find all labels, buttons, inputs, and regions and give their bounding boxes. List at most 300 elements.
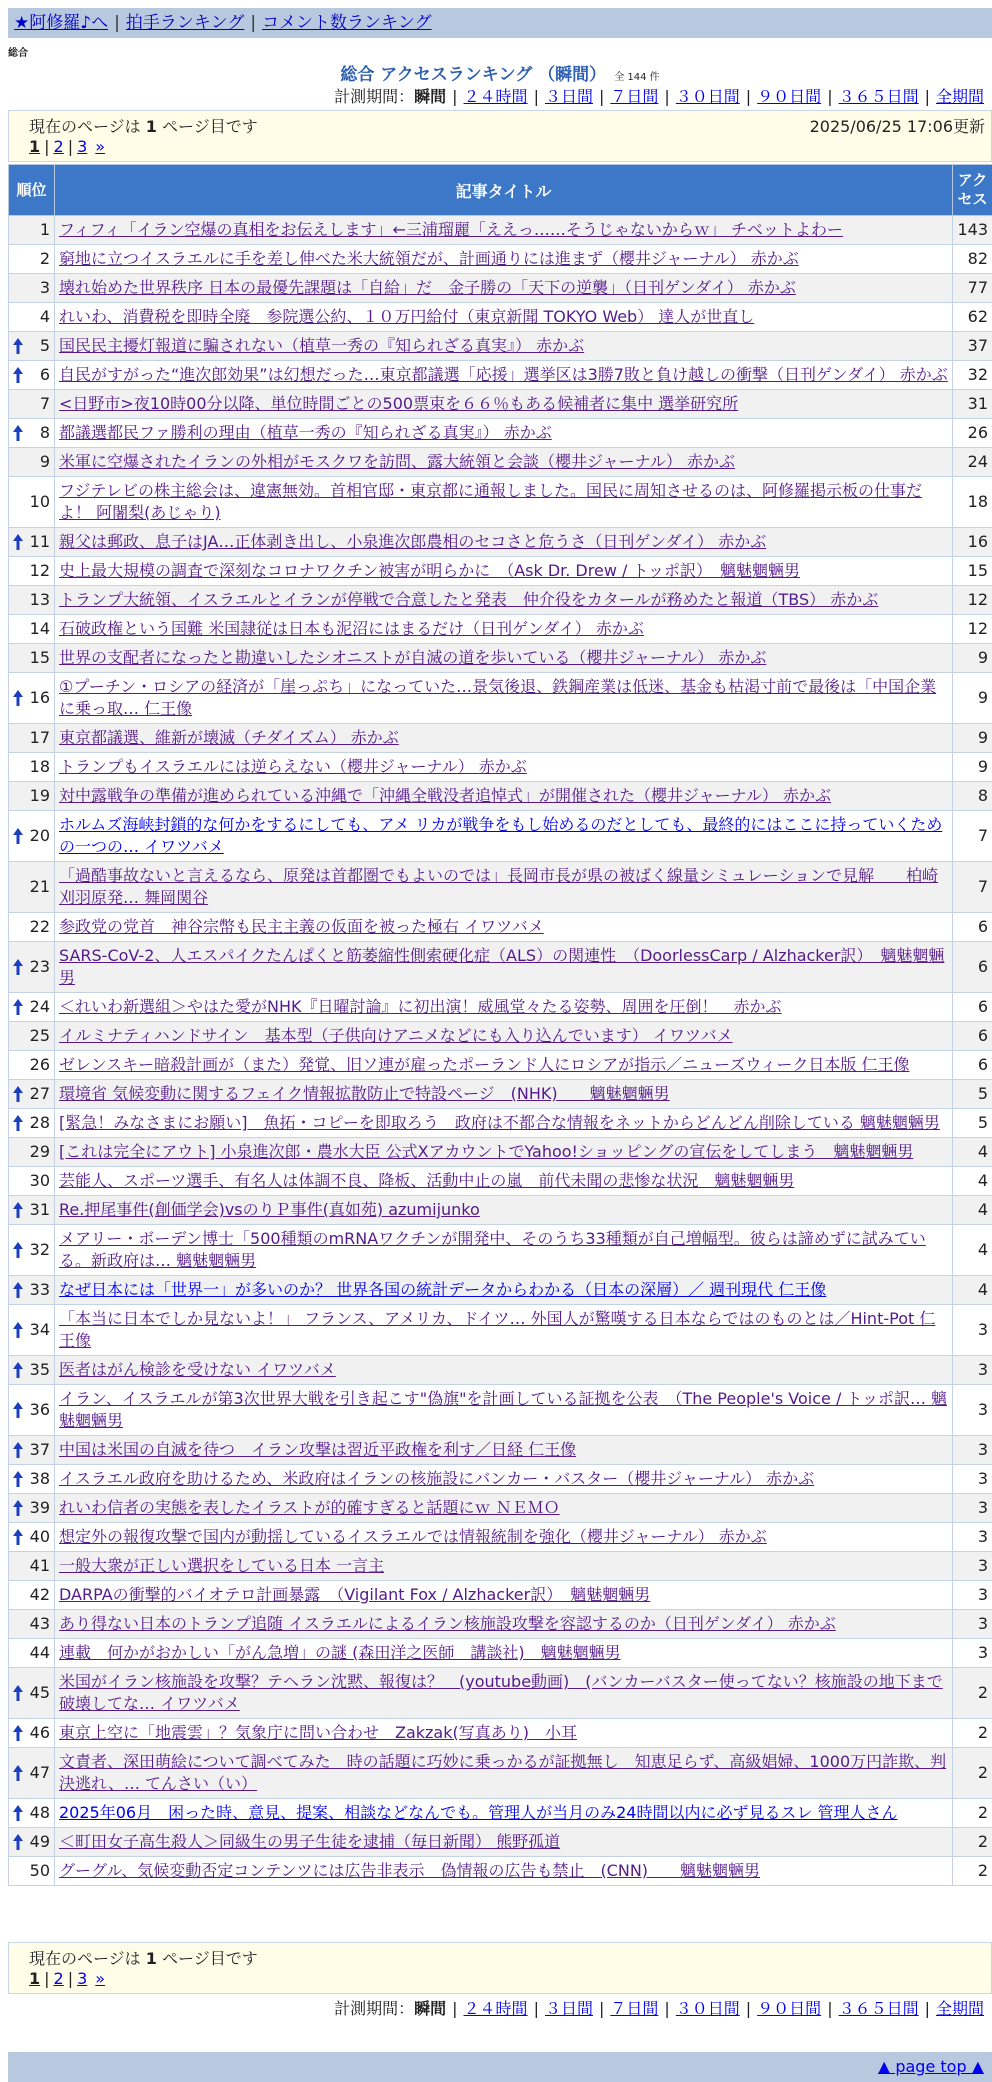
rank-number: 13 <box>30 590 50 609</box>
up-arrow-icon <box>12 1400 24 1420</box>
period-24h-link[interactable]: ２４時間 <box>464 87 528 106</box>
rank-cell <box>9 216 55 245</box>
access-count: 143 <box>953 216 992 245</box>
article-title-link[interactable]: 都議選都民ファ勝利の理由（植草一秀の『知られざる真実』） 赤かぶ <box>59 423 552 442</box>
access-count: 82 <box>953 245 992 274</box>
table-row <box>9 1857 992 1886</box>
title-cell <box>55 1748 953 1799</box>
home-link[interactable]: ★阿修羅♪へ <box>14 13 108 33</box>
next-page-link[interactable]: » <box>95 1969 105 1988</box>
article-title-link[interactable]: 石破政権という国難 米国隷従は日本も泥沼にはまるだけ（日刊ゲンダイ） 赤かぶ <box>59 619 644 638</box>
article-title-link[interactable]: 東京上空に「地震雲」？気象庁に問い合わせ Zakzak(写真あり) 小耳 <box>59 1723 577 1742</box>
up-arrow-icon <box>12 1440 24 1460</box>
period-selector-bottom: 計測期間：瞬間 | ２４時間 | ３日間 | ７日間 | ３０日間 | ９０日間 | ３６５日間 | 全期間 <box>334 1996 984 2019</box>
access-count: 3 <box>953 1552 992 1581</box>
rank-number: 24 <box>30 997 50 1016</box>
rank-number: 18 <box>30 757 50 776</box>
article-title-link[interactable]: 「過酷事故ないと言えるなら、原発は首都圏でもよいのでは」長岡市長が県の被ばく線量シミュレーションで見解 柏崎刈羽原発… 舞岡関谷 <box>59 866 938 907</box>
table-row <box>9 1436 992 1465</box>
title-cell <box>55 942 953 993</box>
period-30d-link[interactable]: ３０日間 <box>676 87 740 106</box>
rank-cell <box>9 477 55 528</box>
article-title-link[interactable]: 窮地に立つイスラエルに手を差し伸べた米大統領だが、計画通りには進まず（櫻井ジャーナル） 赤かぶ <box>59 249 799 268</box>
pagination-bottom <box>8 1942 992 1994</box>
period-all-link[interactable]: 全期間 <box>936 1999 984 2018</box>
article-title-link[interactable]: イスラエル政府を助けるため、米政府はイランの核施設にバンカー・バスター（櫻井ジャーナル） 赤かぶ <box>59 1469 814 1488</box>
rank-number: 25 <box>30 1026 50 1045</box>
period-current: 瞬間 <box>414 87 446 106</box>
access-count: 3 <box>953 1581 992 1610</box>
page-title: 総合 アクセスランキング （瞬間） <box>340 65 606 85</box>
up-arrow-icon <box>12 1832 24 1852</box>
article-title-link[interactable]: 国民民主擾灯報道に騙されない（植草一秀の『知られざる真実』） 赤かぶ <box>59 336 584 355</box>
table-row <box>9 1305 992 1356</box>
access-count: 26 <box>953 419 992 448</box>
rank-cell <box>9 586 55 615</box>
table-row <box>9 528 992 557</box>
title-cell <box>55 245 953 274</box>
article-title-link[interactable]: ＜町田女子高生殺人＞同級生の男子生徒を逮捕（毎日新聞） 熊野孤道 <box>59 1832 560 1851</box>
up-arrow-icon <box>12 1280 24 1300</box>
article-title-link[interactable]: 親父は郵政、息子はJA…正体剥き出し、小泉進次郎農相のセコさと危うさ（日刊ゲンダイ） 赤かぶ <box>59 532 766 551</box>
title-cell <box>55 1385 953 1436</box>
rank-cell <box>9 1828 55 1857</box>
access-count: 5 <box>953 1109 992 1138</box>
title-cell <box>55 1828 953 1857</box>
rank-number: 30 <box>30 1171 50 1190</box>
access-count: 9 <box>953 724 992 753</box>
table-row <box>9 1799 992 1828</box>
rank-cell <box>9 419 55 448</box>
rank-cell <box>9 811 55 862</box>
current-page-text: 現在のページは 1 ページ目です <box>29 1946 258 1969</box>
article-title-link[interactable]: ＜れいわ新選組＞やはた愛がNHK『日曜討論』に初出演！威風堂々たる姿勢、周囲を圧倒！ 赤かぶ <box>59 997 782 1016</box>
rank-cell <box>9 274 55 303</box>
ranking-heading <box>8 60 992 85</box>
article-title-link[interactable]: 東京都議選、維新が壊滅（チダイズム） 赤かぶ <box>59 728 399 747</box>
access-count: 3 <box>953 1465 992 1494</box>
up-arrow-icon <box>12 532 24 552</box>
article-title-link[interactable]: 文責者、深田萌絵について調べてみた 時の話題に巧妙に乗っかるが証拠無し 知恵足らず、高級娼婦、1000万円詐欺、判決逃れ、… てんさい（い） <box>59 1752 946 1793</box>
rank-number: 22 <box>30 917 50 936</box>
rank-number: 33 <box>30 1280 50 1299</box>
title-cell <box>55 782 953 811</box>
rank-cell <box>9 1138 55 1167</box>
table-row <box>9 1225 992 1276</box>
table-row <box>9 1552 992 1581</box>
article-title-link[interactable]: フィフィ「イラン空爆の真相をお伝えします」←三浦瑠麗「ええっ……そうじゃないからｗ」 チベットよわー <box>59 220 843 239</box>
access-count: 4 <box>953 1225 992 1276</box>
article-title-link[interactable]: 医者はがん検診を受けない イワツバメ <box>59 1360 336 1379</box>
rank-cell <box>9 1639 55 1668</box>
rank-number: 40 <box>30 1527 50 1546</box>
title-cell <box>55 615 953 644</box>
rank-number: 35 <box>30 1360 50 1379</box>
access-count: 6 <box>953 1022 992 1051</box>
access-count: 15 <box>953 557 992 586</box>
rank-number: 15 <box>30 648 50 667</box>
article-title-link[interactable]: Re.押尾事件(創価学会)vsのりＰ事件(真如苑) azumijunko <box>59 1200 480 1219</box>
up-arrow-icon <box>12 957 24 977</box>
up-arrow-icon <box>12 1113 24 1133</box>
rank-number: 9 <box>40 452 50 471</box>
article-title-link[interactable]: 「本当に日本でしか見ないよ！」 フランス、アメリカ、ドイツ… 外国人が驚嘆する日本ならではのものとは／Hint-Pot 仁王像 <box>59 1309 935 1350</box>
current-page-text: 現在のページは 1 ページ目です <box>29 114 258 137</box>
table-row <box>9 216 992 245</box>
up-arrow-icon <box>12 1527 24 1547</box>
rank-number: 29 <box>30 1142 50 1161</box>
rank-number: 11 <box>30 532 50 551</box>
article-title-link[interactable]: トランプもイスラエルには逆らえない（櫻井ジャーナル） 赤かぶ <box>59 757 527 776</box>
rank-number: 39 <box>30 1498 50 1517</box>
access-count: 9 <box>953 753 992 782</box>
period-7d-link[interactable]: ７日間 <box>610 1999 658 2018</box>
access-count: 3 <box>953 1494 992 1523</box>
rank-number: 43 <box>30 1614 50 1633</box>
rank-cell <box>9 1276 55 1305</box>
title-cell <box>55 390 953 419</box>
article-title-link[interactable]: 2025年06月 困った時、意見、提案、相談などなんでも。管理人が当月のみ24時間以内に必ず見るスレ 管理人さん <box>59 1803 898 1822</box>
table-row <box>9 1639 992 1668</box>
article-title-link[interactable]: イラン、イスラエルが第3次世界大戦を引き起こす"偽旗"を計画している証拠を公表 （The People's Voice / トッポ訳… 魑魅魍魎男 <box>59 1389 947 1430</box>
period-24h-link[interactable]: ２４時間 <box>464 1999 528 2018</box>
rank-number: 26 <box>30 1055 50 1074</box>
table-row <box>9 753 992 782</box>
table-row <box>9 811 992 862</box>
up-arrow-icon <box>12 1763 24 1783</box>
table-row <box>9 1276 992 1305</box>
rank-number: 3 <box>40 278 50 297</box>
period-label: 計測期間： <box>334 87 414 106</box>
title-cell <box>55 1051 953 1080</box>
table-row <box>9 782 992 811</box>
title-cell <box>55 1719 953 1748</box>
article-title-link[interactable]: 史上最大規模の調査で深刻なコロナワクチン被害が明らかに （Ask Dr. Drew / トッポ訳） 魑魅魍魎男 <box>59 561 800 580</box>
article-title-link[interactable]: ホルムズ海峡封鎖的な何かをするにしても、アメ リカが戦争をもし始めるのだとしても、最終的にはここに持っていくための一つの… イワツバメ <box>59 815 942 856</box>
up-arrow-icon <box>12 1240 24 1260</box>
table-row <box>9 913 992 942</box>
title-cell <box>55 1581 953 1610</box>
article-title-link[interactable]: [緊急！みなさまにお願い] 魚拓・コピーを即取ろう 政府は不都合な情報をネットからどんどん削除している 魑魅魍魎男 <box>59 1113 940 1132</box>
period-3d-link[interactable]: ３日間 <box>545 87 593 106</box>
access-count: 6 <box>953 993 992 1022</box>
title-cell <box>55 724 953 753</box>
rank-cell <box>9 1356 55 1385</box>
top-nav-bar <box>8 8 992 38</box>
table-row <box>9 1494 992 1523</box>
table-row <box>9 1167 992 1196</box>
article-title-link[interactable]: なぜ日本には「世界一」が多いのか？ 世界各国の統計データからわかる（日本の深層）／ 週刊現代 仁王像 <box>59 1280 826 1299</box>
nav-separator: | <box>114 13 120 33</box>
rank-number: 32 <box>30 1240 50 1259</box>
ranking-table-body <box>9 216 992 1886</box>
page-2-link[interactable]: 2 <box>54 1969 64 1988</box>
article-title-link[interactable]: グーグル、気候変動否定コンテンツには広告非表示 偽情報の広告も禁止 (CNN) 魑魅魍魎男 <box>59 1861 760 1880</box>
title-cell <box>55 1857 953 1886</box>
up-arrow-icon <box>12 423 24 443</box>
table-row <box>9 1109 992 1138</box>
title-cell <box>55 673 953 724</box>
title-cell <box>55 1356 953 1385</box>
up-arrow-icon <box>12 1469 24 1489</box>
rank-cell <box>9 528 55 557</box>
title-cell <box>55 862 953 913</box>
period-90d-link[interactable]: ９０日間 <box>757 87 821 106</box>
access-count: 2 <box>953 1828 992 1857</box>
up-arrow-icon <box>12 1200 24 1220</box>
rank-number: 12 <box>30 561 50 580</box>
table-row <box>9 390 992 419</box>
rank-number: 10 <box>30 492 50 511</box>
up-arrow-icon <box>12 365 24 385</box>
title-cell <box>55 332 953 361</box>
table-row <box>9 1719 992 1748</box>
rank-cell <box>9 913 55 942</box>
title-cell <box>55 1494 953 1523</box>
rank-number: 23 <box>30 957 50 976</box>
title-cell <box>55 1080 953 1109</box>
access-count: 77 <box>953 274 992 303</box>
rank-number: 49 <box>30 1832 50 1851</box>
rank-cell <box>9 942 55 993</box>
rank-number: 2 <box>40 249 50 268</box>
rank-cell <box>9 1748 55 1799</box>
rank-cell <box>9 245 55 274</box>
article-title-link[interactable]: 壊れ始めた世界秩序 日本の最優先課題は「自給」だ 金子勝の「天下の逆襲」（日刊ゲンダイ） 赤かぶ <box>59 278 796 297</box>
article-title-link[interactable]: メアリー・ボーデン博士「500種類のmRNAワクチンが開発中、そのうち33種類が自己増幅型。彼らは諦めずに試みている。新政府は… 魑魅魍魎男 <box>59 1229 926 1270</box>
access-count: 5 <box>953 1080 992 1109</box>
rank-cell <box>9 303 55 332</box>
title-cell <box>55 1138 953 1167</box>
period-365d-link[interactable]: ３６５日間 <box>839 87 919 106</box>
up-arrow-icon <box>12 1723 24 1743</box>
rank-cell <box>9 724 55 753</box>
article-title-link[interactable]: トランプ大統領、イスラエルとイランが停戦で合意したと発表 仲介役をカタールが務めたと報道（TBS） 赤かぶ <box>59 590 878 609</box>
access-count: 31 <box>953 390 992 419</box>
title-cell <box>55 1523 953 1552</box>
rank-number: 44 <box>30 1643 50 1662</box>
article-title-link[interactable]: あり得ない日本のトランプ追随 イスラエルによるイラン核施設攻撃を容認するのか（日刊ゲンダイ） 赤かぶ <box>59 1614 836 1633</box>
rank-cell <box>9 1022 55 1051</box>
title-cell <box>55 557 953 586</box>
rank-cell <box>9 1305 55 1356</box>
access-count: 7 <box>953 862 992 913</box>
access-count: 2 <box>953 1799 992 1828</box>
rank-cell <box>9 557 55 586</box>
clap-ranking-link[interactable]: 拍手ランキング <box>126 13 245 33</box>
table-row <box>9 1610 992 1639</box>
ranking-table <box>8 164 992 1886</box>
period-current: 瞬間 <box>414 1999 446 2018</box>
up-arrow-icon <box>12 1803 24 1823</box>
nav-separator: | <box>250 13 256 33</box>
rank-cell <box>9 1225 55 1276</box>
period-all-link[interactable]: 全期間 <box>936 87 984 106</box>
rank-cell <box>9 1436 55 1465</box>
rank-cell <box>9 361 55 390</box>
access-count: 3 <box>953 1639 992 1668</box>
period-30d-link[interactable]: ３０日間 <box>676 1999 740 2018</box>
access-count: 3 <box>953 1356 992 1385</box>
title-cell <box>55 1436 953 1465</box>
page-3-link[interactable]: 3 <box>77 1969 87 1988</box>
access-count: 2 <box>953 1668 992 1719</box>
page-3-link[interactable]: 3 <box>77 137 87 156</box>
up-arrow-icon <box>12 1320 24 1340</box>
table-row <box>9 1356 992 1385</box>
article-title-link[interactable]: れいわ信者の実態を表したイラストが的確すぎると話題にｗ ＮＥＭＯ <box>59 1498 560 1517</box>
table-row <box>9 644 992 673</box>
article-title-link[interactable]: SARS-CoV-2、人エスパイクたんぱくと筋萎縮性側索硬化症（ALS）の関連性 （DoorlessCarp / Alzhacker訳） 魑魅魍魎男 <box>59 946 944 987</box>
rank-number: 46 <box>30 1723 50 1742</box>
up-arrow-icon <box>12 826 24 846</box>
rank-number: 21 <box>30 877 50 896</box>
article-title-link[interactable]: れいわ、消費税を即時全廃 参院選公約、１０万円給付（東京新聞 TOKYO Web） 達人が世直し <box>59 307 754 326</box>
article-title-link[interactable]: 連載 何かがおかしい「がん急増」の謎 (森田洋之医師 講談社) 魑魅魍魎男 <box>59 1643 621 1662</box>
access-count: 6 <box>953 1051 992 1080</box>
access-count: 9 <box>953 644 992 673</box>
access-count: 3 <box>953 1610 992 1639</box>
title-cell <box>55 448 953 477</box>
rank-number: 20 <box>30 826 50 845</box>
access-count: 2 <box>953 1719 992 1748</box>
access-count: 32 <box>953 361 992 390</box>
article-title-link[interactable]: 芸能人、スポーツ選手、有名人は体調不良、降板、活動中止の嵐 前代未聞の悲惨な状況 魑魅魍魎男 <box>59 1171 794 1190</box>
rank-number: 17 <box>30 728 50 747</box>
page-top-link[interactable]: ▲ page top ▲ <box>878 2057 984 2076</box>
access-column-header: アクセス <box>953 165 992 216</box>
rank-cell <box>9 1167 55 1196</box>
rank-cell <box>9 993 55 1022</box>
period-365d-link[interactable]: ３６５日間 <box>839 1999 919 2018</box>
rank-cell <box>9 782 55 811</box>
rank-number: 34 <box>30 1320 50 1339</box>
article-title-link[interactable]: 環境省 気候変動に関するフェイク情報拡散防止で特設ページ (NHK) 魑魅魍魎男 <box>59 1084 670 1103</box>
table-row <box>9 862 992 913</box>
up-arrow-icon <box>12 1683 24 1703</box>
rank-cell <box>9 1581 55 1610</box>
title-cell <box>55 1552 953 1581</box>
access-count: 24 <box>953 448 992 477</box>
access-count: 3 <box>953 1385 992 1436</box>
title-cell <box>55 1799 953 1828</box>
title-cell <box>55 1639 953 1668</box>
rank-number: 19 <box>30 786 50 805</box>
table-row <box>9 332 992 361</box>
title-cell <box>55 1109 953 1138</box>
rank-number: 31 <box>30 1200 50 1219</box>
title-cell <box>55 361 953 390</box>
table-row <box>9 586 992 615</box>
up-arrow-icon <box>12 1360 24 1380</box>
period-90d-link[interactable]: ９０日間 <box>757 1999 821 2018</box>
rank-number: 5 <box>40 336 50 355</box>
article-title-link[interactable]: 参政党の党首 神谷宗幣も民主主義の仮面を被った極右 イワツバメ <box>59 917 544 936</box>
article-title-link[interactable]: 米軍に空爆されたイランの外相がモスクワを訪問、露大統領と会談（櫻井ジャーナル） 赤かぶ <box>59 452 735 471</box>
access-count: 3 <box>953 1436 992 1465</box>
title-cell <box>55 993 953 1022</box>
total-count: 全 144 件 <box>614 72 659 83</box>
article-title-link[interactable]: イルミナティハンドサイン 基本型（子供向けアニメなどにも入り込んでいます） イワツバメ <box>59 1026 733 1045</box>
table-row <box>9 448 992 477</box>
title-cell <box>55 1465 953 1494</box>
table-row <box>9 993 992 1022</box>
rank-number: 8 <box>40 423 50 442</box>
table-row <box>9 303 992 332</box>
period-label: 計測期間： <box>334 1999 414 2018</box>
rank-cell <box>9 1080 55 1109</box>
access-count: 3 <box>953 1305 992 1356</box>
article-title-link[interactable]: ①プーチン・ロシアの経済が「崖っぷち」になっていた…景気後退、鉄鋼産業は低迷、基金も枯渇寸前で最後は「中国企業に乗っ取… 仁王像 <box>59 677 936 718</box>
rank-cell <box>9 1196 55 1225</box>
up-arrow-icon <box>12 688 24 708</box>
table-row <box>9 615 992 644</box>
rank-cell <box>9 1668 55 1719</box>
article-title-link[interactable]: 自民がすがった“進次郎効果”は幻想だった…東京都議選「応援」選挙区は3勝7敗と負け越しの衝撃（日刊ゲンダイ） 赤かぶ <box>59 365 948 384</box>
up-arrow-icon <box>12 336 24 356</box>
access-count: 9 <box>953 673 992 724</box>
title-cell <box>55 1167 953 1196</box>
next-page-link[interactable]: » <box>95 137 105 156</box>
access-count: 12 <box>953 586 992 615</box>
title-column-header: 記事タイトル <box>55 165 953 216</box>
rank-cell <box>9 862 55 913</box>
period-7d-link[interactable]: ７日間 <box>610 87 658 106</box>
article-title-link[interactable]: フジテレビの株主総会は、違憲無効。首相官邸・東京都に通報しました。国民に周知させるのは、阿修羅掲示板の仕事だよ！ 阿闍梨(あじゃり) <box>59 481 922 522</box>
access-count: 4 <box>953 1138 992 1167</box>
pager: 1 | 2 | 3 » <box>29 1969 105 1988</box>
table-header-row <box>9 165 992 216</box>
article-title-link[interactable]: 中国は米国の自滅を待つ イラン攻撃は習近平政権を利す／日経 仁王像 <box>59 1440 576 1459</box>
table-row <box>9 1196 992 1225</box>
title-cell <box>55 1668 953 1719</box>
article-title-link[interactable]: 世界の支配者になったと勘違いしたシオニストが自滅の道を歩いている（櫻井ジャーナル） 赤かぶ <box>59 648 766 667</box>
period-3d-link[interactable]: ３日間 <box>545 1999 593 2018</box>
rank-number: 27 <box>30 1084 50 1103</box>
article-title-link[interactable]: 米国がイラン核施設を攻撃？テヘラン沈黙、報復は？ (youtube動画) (バンカーバスター使ってない？核施設の地下まで破壊してな… イワツバメ <box>59 1672 943 1713</box>
access-count: 62 <box>953 303 992 332</box>
rank-number: 6 <box>40 365 50 384</box>
access-count: 4 <box>953 1276 992 1305</box>
table-row <box>9 1828 992 1857</box>
title-cell <box>55 913 953 942</box>
title-cell <box>55 811 953 862</box>
article-title-link[interactable]: ゼレンスキー暗殺計画が（また）発覚、旧ソ連が雇ったポーランド人にロシアが指示／ニューズウィーク日本版 仁王像 <box>59 1055 909 1074</box>
article-title-link[interactable]: 一般大衆が正しい選択をしている日本 一言主 <box>59 1556 384 1575</box>
rank-number: 7 <box>40 394 50 413</box>
access-count: 4 <box>953 1167 992 1196</box>
article-title-link[interactable]: [これは完全にアウト] 小泉進次郎・農水大臣 公式XアカウントでYahoo!ショッピングの宣伝をしてしまう 魑魅魍魎男 <box>59 1142 913 1161</box>
article-title-link[interactable]: DARPAの衝撃的バイオテロ計画暴露 （Vigilant Fox / Alzhacker訳） 魑魅魍魎男 <box>59 1585 650 1604</box>
article-title-link[interactable]: <日野市>夜10時00分以降、単位時間ごとの500票束を６６％もある候補者に集中 選挙研究所 <box>59 394 738 413</box>
page-1-current: 1 <box>29 1969 40 1988</box>
access-count: 18 <box>953 477 992 528</box>
rank-number: 47 <box>30 1763 50 1782</box>
updated-timestamp: 2025/06/25 17:06更新 <box>810 114 985 137</box>
title-cell <box>55 274 953 303</box>
rank-cell <box>9 1523 55 1552</box>
table-row <box>9 1022 992 1051</box>
rank-cell <box>9 1385 55 1436</box>
article-title-link[interactable]: 想定外の報復攻撃で国内が動揺しているイスラエルでは情報統制を強化（櫻井ジャーナル） 赤かぶ <box>59 1527 767 1546</box>
table-row <box>9 673 992 724</box>
article-title-link[interactable]: 対中露戦争の準備が進められている沖縄で「沖縄全戦没者追悼式」が開催された（櫻井ジャーナル） 赤かぶ <box>59 786 831 805</box>
access-count: 3 <box>953 1523 992 1552</box>
comment-ranking-link[interactable]: コメント数ランキング <box>262 13 432 33</box>
table-row <box>9 557 992 586</box>
page-2-link[interactable]: 2 <box>54 137 64 156</box>
rank-number: 38 <box>30 1469 50 1488</box>
